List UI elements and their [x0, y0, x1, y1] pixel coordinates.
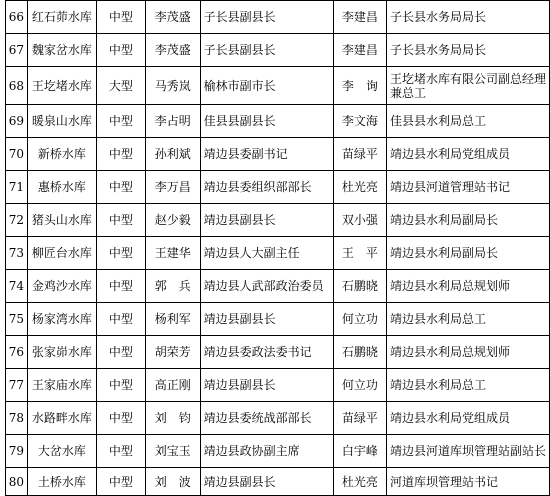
tech-responsible-name: 王 平 — [333, 237, 386, 270]
row-number: 71 — [6, 171, 28, 204]
reservoir-scale: 中型 — [96, 336, 145, 369]
admin-responsible-name: 李占明 — [145, 105, 200, 138]
reservoir-scale: 大型 — [96, 67, 145, 105]
reservoir-name: 红石茆水库 — [27, 1, 96, 34]
reservoir-scale: 中型 — [96, 270, 145, 303]
table-row — [6, 67, 550, 105]
admin-responsible-name: 杨利军 — [145, 303, 200, 336]
admin-responsible-title: 靖边县副县长 — [200, 468, 333, 496]
tech-responsible-title: 靖边县河道管理站书记 — [386, 171, 549, 204]
reservoir-name: 水路畔水库 — [27, 402, 96, 435]
table-row — [6, 1, 550, 34]
row-number: 74 — [6, 270, 28, 303]
reservoir-name: 柳匠台水库 — [27, 237, 96, 270]
tech-responsible-title: 河道库坝管理站书记 — [386, 468, 549, 496]
admin-responsible-title: 子长县副县长 — [200, 34, 333, 67]
admin-responsible-name: 高正刚 — [145, 369, 200, 402]
row-number: 80 — [6, 468, 28, 496]
table-row — [6, 105, 550, 138]
table-row — [6, 171, 550, 204]
table-row — [6, 336, 550, 369]
reservoir-scale: 中型 — [96, 105, 145, 138]
admin-responsible-title: 靖边县人武部政治委员 — [200, 270, 333, 303]
admin-responsible-name: 赵少毅 — [145, 204, 200, 237]
tech-responsible-title: 王圪堵水库有限公司副总经理兼总工 — [386, 67, 549, 105]
reservoir-name: 杨家湾水库 — [27, 303, 96, 336]
tech-responsible-title: 子长县水务局局长 — [386, 34, 549, 67]
admin-responsible-title: 靖边县委统战部部长 — [200, 402, 333, 435]
admin-responsible-title: 靖边县委副书记 — [200, 138, 333, 171]
tech-responsible-name: 苗绿平 — [333, 138, 386, 171]
reservoir-table-container — [5, 0, 550, 496]
reservoir-scale: 中型 — [96, 303, 145, 336]
admin-responsible-title: 靖边县委政法委书记 — [200, 336, 333, 369]
admin-responsible-title: 靖边县政协副主席 — [200, 435, 333, 468]
reservoir-scale: 中型 — [96, 402, 145, 435]
tech-responsible-title: 靖边县水利局总工 — [386, 303, 549, 336]
admin-responsible-title: 靖边县人大副主任 — [200, 237, 333, 270]
table-body — [6, 1, 550, 496]
reservoir-scale: 中型 — [96, 171, 145, 204]
reservoir-name: 猪头山水库 — [27, 204, 96, 237]
reservoir-name: 张家峁水库 — [27, 336, 96, 369]
table-row — [6, 237, 550, 270]
tech-responsible-name: 李建昌 — [333, 1, 386, 34]
table-row — [6, 138, 550, 171]
table-row — [6, 270, 550, 303]
row-number: 68 — [6, 67, 28, 105]
reservoir-scale: 中型 — [96, 237, 145, 270]
reservoir-name: 惠桥水库 — [27, 171, 96, 204]
admin-responsible-name: 胡荣芳 — [145, 336, 200, 369]
tech-responsible-title: 靖边县水利局党组成员 — [386, 138, 549, 171]
reservoir-scale: 中型 — [96, 435, 145, 468]
table-row — [6, 303, 550, 336]
tech-responsible-title: 靖边县水利局总规划师 — [386, 270, 549, 303]
admin-responsible-name: 李万昌 — [145, 171, 200, 204]
reservoir-scale: 中型 — [96, 468, 145, 496]
row-number: 79 — [6, 435, 28, 468]
admin-responsible-name: 郭 兵 — [145, 270, 200, 303]
reservoir-responsibility-table — [5, 0, 550, 496]
reservoir-name: 新桥水库 — [27, 138, 96, 171]
admin-responsible-title: 靖边县副县长 — [200, 204, 333, 237]
admin-responsible-name: 马秀岚 — [145, 67, 200, 105]
table-row — [6, 204, 550, 237]
row-number: 70 — [6, 138, 28, 171]
admin-responsible-name: 刘宝玉 — [145, 435, 200, 468]
reservoir-scale: 中型 — [96, 204, 145, 237]
reservoir-scale: 中型 — [96, 1, 145, 34]
tech-responsible-title: 靖边县水利局总规划师 — [386, 336, 549, 369]
tech-responsible-name: 双小强 — [333, 204, 386, 237]
row-number: 72 — [6, 204, 28, 237]
admin-responsible-title: 榆林市副市长 — [200, 67, 333, 105]
tech-responsible-title: 子长县水务局局长 — [386, 1, 549, 34]
tech-responsible-name: 李建昌 — [333, 34, 386, 67]
tech-responsible-name: 李文海 — [333, 105, 386, 138]
tech-responsible-title: 靖边县水利局副局长 — [386, 204, 549, 237]
tech-responsible-title: 靖边县水利局副局长 — [386, 237, 549, 270]
tech-responsible-name: 何立功 — [333, 369, 386, 402]
row-number: 78 — [6, 402, 28, 435]
reservoir-name: 大岔水库 — [27, 435, 96, 468]
tech-responsible-title: 靖边县水利局总工 — [386, 369, 549, 402]
admin-responsible-title: 靖边县副县长 — [200, 303, 333, 336]
table-row — [6, 468, 550, 496]
reservoir-scale: 中型 — [96, 369, 145, 402]
admin-responsible-name: 刘 波 — [145, 468, 200, 496]
admin-responsible-title: 子长县副县长 — [200, 1, 333, 34]
row-number: 77 — [6, 369, 28, 402]
tech-responsible-name: 石鹏晓 — [333, 270, 386, 303]
reservoir-name: 暖泉山水库 — [27, 105, 96, 138]
tech-responsible-name: 苗绿平 — [333, 402, 386, 435]
admin-responsible-title: 靖边县委组织部部长 — [200, 171, 333, 204]
admin-responsible-name: 孙利斌 — [145, 138, 200, 171]
admin-responsible-name: 李茂盛 — [145, 34, 200, 67]
table-row — [6, 435, 550, 468]
admin-responsible-name: 刘 钧 — [145, 402, 200, 435]
reservoir-name: 王圪堵水库 — [27, 67, 96, 105]
tech-responsible-title: 佳县县水利局总工 — [386, 105, 549, 138]
table-row — [6, 369, 550, 402]
reservoir-scale: 中型 — [96, 34, 145, 67]
admin-responsible-name: 王建华 — [145, 237, 200, 270]
table-row — [6, 34, 550, 67]
reservoir-name: 王家庙水库 — [27, 369, 96, 402]
reservoir-scale: 中型 — [96, 138, 145, 171]
row-number: 76 — [6, 336, 28, 369]
admin-responsible-name: 李茂盛 — [145, 1, 200, 34]
reservoir-name: 土桥水库 — [27, 468, 96, 496]
tech-responsible-title: 靖边县水利局党组成员 — [386, 402, 549, 435]
tech-responsible-name: 杜光亮 — [333, 468, 386, 496]
tech-responsible-name: 李 询 — [333, 67, 386, 105]
tech-responsible-title: 靖边县河道库坝管理站副站长 — [386, 435, 549, 468]
admin-responsible-title: 佳县县副县长 — [200, 105, 333, 138]
tech-responsible-name: 杜光亮 — [333, 171, 386, 204]
tech-responsible-name: 白宇峰 — [333, 435, 386, 468]
row-number: 69 — [6, 105, 28, 138]
row-number: 75 — [6, 303, 28, 336]
table-row — [6, 402, 550, 435]
row-number: 67 — [6, 34, 28, 67]
tech-responsible-name: 石鹏晓 — [333, 336, 386, 369]
admin-responsible-title: 靖边县副县长 — [200, 369, 333, 402]
reservoir-name: 金鸡沙水库 — [27, 270, 96, 303]
row-number: 73 — [6, 237, 28, 270]
reservoir-name: 魏家岔水库 — [27, 34, 96, 67]
tech-responsible-name: 何立功 — [333, 303, 386, 336]
row-number: 66 — [6, 1, 28, 34]
